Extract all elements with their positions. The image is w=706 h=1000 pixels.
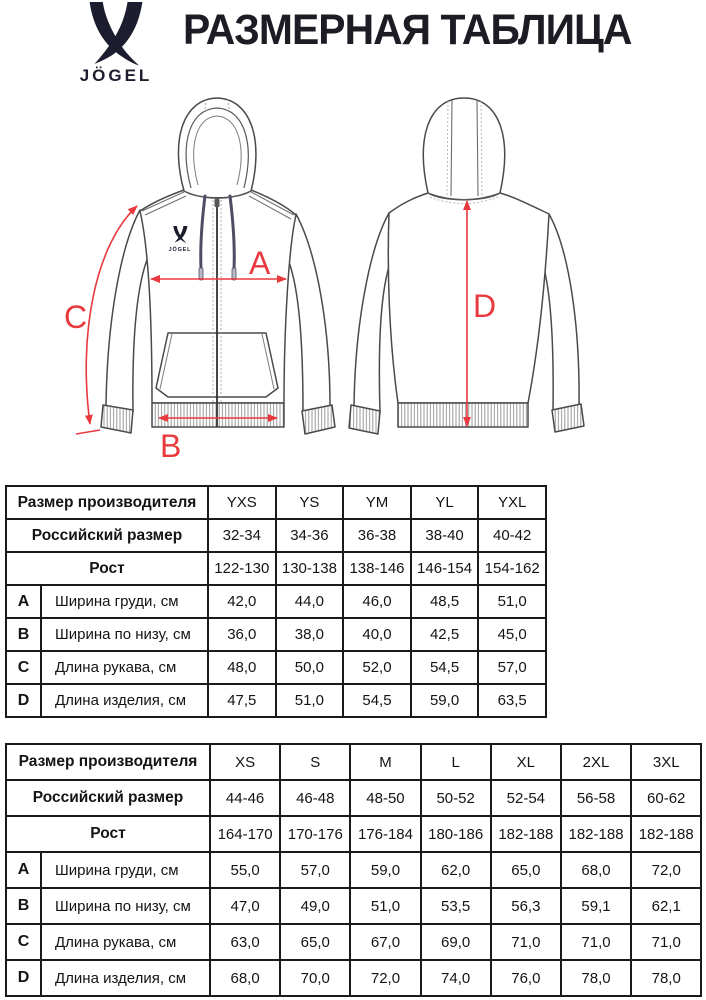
- measure-value: 50,0: [276, 651, 344, 684]
- dimension-label-b: B: [160, 428, 182, 464]
- measure-value: 72,0: [631, 852, 701, 888]
- height-value: 154-162: [478, 552, 546, 585]
- measure-name: Ширина по низу, см: [41, 618, 208, 651]
- russian-size-value: 44-46: [210, 780, 280, 816]
- russian-size-value: 56-58: [561, 780, 631, 816]
- table-row: [6, 618, 546, 651]
- table-row: [6, 816, 701, 852]
- size-header: S: [280, 744, 350, 780]
- dimension-label-c: C: [64, 299, 88, 335]
- measure-value: 48,5: [411, 585, 479, 618]
- youth-size-table: [5, 485, 547, 718]
- size-header: 3XL: [631, 744, 701, 780]
- measure-value: 47,5: [208, 684, 276, 717]
- measure-value: 42,0: [208, 585, 276, 618]
- measure-value: 71,0: [491, 924, 561, 960]
- brand-logo: [55, 2, 177, 86]
- russian-size-value: 52-54: [491, 780, 561, 816]
- adult-size-table: [5, 743, 702, 997]
- height-value: 122-130: [208, 552, 276, 585]
- table-row: [6, 552, 546, 585]
- size-header: YXS: [208, 486, 276, 519]
- measure-value: 59,0: [411, 684, 479, 717]
- measure-value: 70,0: [280, 960, 350, 996]
- measure-key: D: [6, 684, 41, 717]
- size-header: 2XL: [561, 744, 631, 780]
- measure-value: 69,0: [421, 924, 491, 960]
- chest-logo-text: JÖGEL: [168, 247, 192, 253]
- measure-value: 51,0: [276, 684, 344, 717]
- height-value: 138-146: [343, 552, 411, 585]
- measure-value: 74,0: [421, 960, 491, 996]
- measure-value: 78,0: [631, 960, 701, 996]
- table-row: [6, 888, 701, 924]
- table-row: [6, 684, 546, 717]
- manufacturer-size-label: Размер производителя: [6, 744, 210, 780]
- height-label: Рост: [6, 816, 210, 852]
- measure-value: 51,0: [350, 888, 420, 924]
- measure-key: C: [6, 651, 41, 684]
- measure-value: 78,0: [561, 960, 631, 996]
- size-header: YXL: [478, 486, 546, 519]
- measure-value: 53,5: [421, 888, 491, 924]
- measure-key: C: [6, 924, 41, 960]
- measure-key: B: [6, 888, 41, 924]
- russian-size-value: 60-62: [631, 780, 701, 816]
- measure-value: 44,0: [276, 585, 344, 618]
- size-header: XS: [210, 744, 280, 780]
- dimension-label-a: A: [249, 245, 271, 281]
- size-header: XL: [491, 744, 561, 780]
- measure-value: 63,5: [478, 684, 546, 717]
- measure-value: 52,0: [343, 651, 411, 684]
- table-row: [6, 585, 546, 618]
- size-header: YM: [343, 486, 411, 519]
- table-row: [6, 924, 701, 960]
- measure-value: 38,0: [276, 618, 344, 651]
- measure-value: 49,0: [280, 888, 350, 924]
- measure-value: 72,0: [350, 960, 420, 996]
- measure-value: 48,0: [208, 651, 276, 684]
- height-value: 182-188: [561, 816, 631, 852]
- measure-value: 76,0: [491, 960, 561, 996]
- height-value: 182-188: [631, 816, 701, 852]
- russian-size-value: 36-38: [343, 519, 411, 552]
- measure-name: Длина рукава, см: [41, 651, 208, 684]
- russian-size-value: 50-52: [421, 780, 491, 816]
- measure-value: 68,0: [210, 960, 280, 996]
- measure-value: 46,0: [343, 585, 411, 618]
- size-header: YL: [411, 486, 479, 519]
- measure-key: A: [6, 852, 41, 888]
- measure-value: 54,5: [411, 651, 479, 684]
- measure-name: Ширина груди, см: [41, 852, 210, 888]
- measure-value: 54,5: [343, 684, 411, 717]
- measure-value: 42,5: [411, 618, 479, 651]
- table-row: [6, 744, 701, 780]
- russian-size-label: Российский размер: [6, 780, 210, 816]
- measure-value: 67,0: [350, 924, 420, 960]
- russian-size-value: 32-34: [208, 519, 276, 552]
- measure-name: Длина изделия, см: [41, 960, 210, 996]
- measure-value: 65,0: [280, 924, 350, 960]
- measure-value: 56,3: [491, 888, 561, 924]
- measure-value: 57,0: [280, 852, 350, 888]
- height-value: 146-154: [411, 552, 479, 585]
- measure-value: 47,0: [210, 888, 280, 924]
- measure-value: 36,0: [208, 618, 276, 651]
- measure-name: Ширина по низу, см: [41, 888, 210, 924]
- height-value: 180-186: [421, 816, 491, 852]
- russian-size-label: Российский размер: [6, 519, 208, 552]
- size-header: YS: [276, 486, 344, 519]
- brand-wordmark: JÖGEL: [79, 66, 153, 85]
- dimension-label-d: D: [473, 288, 497, 324]
- measure-value: 71,0: [561, 924, 631, 960]
- measure-value: 55,0: [210, 852, 280, 888]
- russian-size-value: 46-48: [280, 780, 350, 816]
- measure-value: 59,1: [561, 888, 631, 924]
- height-value: 164-170: [210, 816, 280, 852]
- table-row: [6, 780, 701, 816]
- measure-key: D: [6, 960, 41, 996]
- russian-size-value: 34-36: [276, 519, 344, 552]
- height-value: 170-176: [280, 816, 350, 852]
- measure-value: 40,0: [343, 618, 411, 651]
- size-header: M: [350, 744, 420, 780]
- jogel-emblem-icon: [77, 2, 155, 68]
- russian-size-value: 40-42: [478, 519, 546, 552]
- measure-name: Длина рукава, см: [41, 924, 210, 960]
- table-row: [6, 852, 701, 888]
- measure-value: 59,0: [350, 852, 420, 888]
- measure-value: 65,0: [491, 852, 561, 888]
- page-title: РАЗМЕРНАЯ ТАБЛИЦА: [183, 6, 632, 54]
- hoodie-schematic: [0, 85, 706, 477]
- measure-value: 62,0: [421, 852, 491, 888]
- measure-name: Ширина груди, см: [41, 585, 208, 618]
- measure-value: 57,0: [478, 651, 546, 684]
- russian-size-value: 38-40: [411, 519, 479, 552]
- measure-key: A: [6, 585, 41, 618]
- height-value: 176-184: [350, 816, 420, 852]
- measure-key: B: [6, 618, 41, 651]
- size-header: L: [421, 744, 491, 780]
- measure-value: 68,0: [561, 852, 631, 888]
- manufacturer-size-label: Размер производителя: [6, 486, 208, 519]
- height-label: Рост: [6, 552, 208, 585]
- measure-value: 51,0: [478, 585, 546, 618]
- height-value: 130-138: [276, 552, 344, 585]
- measure-value: 45,0: [478, 618, 546, 651]
- russian-size-value: 48-50: [350, 780, 420, 816]
- measure-value: 71,0: [631, 924, 701, 960]
- table-row: [6, 651, 546, 684]
- front-view-drawing: [101, 98, 335, 434]
- table-row: [6, 486, 546, 519]
- measure-name: Длина изделия, см: [41, 684, 208, 717]
- height-value: 182-188: [491, 816, 561, 852]
- measure-value: 63,0: [210, 924, 280, 960]
- garment-measurement-diagram: [0, 85, 706, 477]
- table-row: [6, 519, 546, 552]
- table-row: [6, 960, 701, 996]
- measure-value: 62,1: [631, 888, 701, 924]
